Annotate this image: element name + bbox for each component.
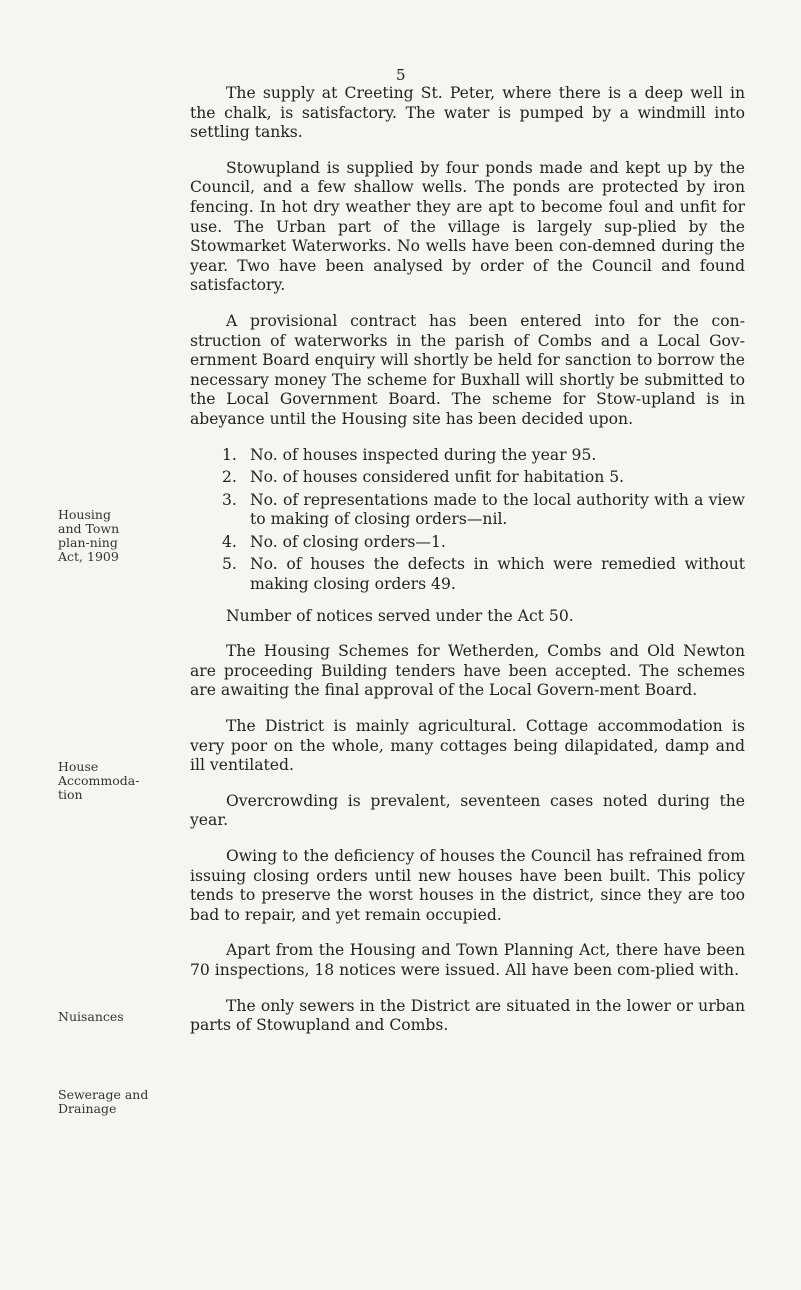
list-item: 5. No. of houses the defects in which were remedied without making closing orders 49. bbox=[222, 555, 745, 594]
margin-note-nuisances: Nuisances bbox=[58, 1009, 124, 1024]
paragraph-stowupland-supply: Stowupland is supplied by four ponds made and kept up by the Council, and a few shallow wells. The ponds are protected by iron fencing. In hot dry weather they are apt to become foul and unfit for use. The Urban part of the village is largely sup-plied by the Stowmarket Waterworks. No wells have been con-demned during the year. Two have been analysed by order of the Council and found satisfactory. bbox=[190, 158, 745, 295]
paragraph-overcrowding: Overcrowding is prevalent, seventeen cases noted during the year. bbox=[190, 791, 745, 830]
paragraph-waterworks-contract: A provisional contract has been entered into for the con-struction of waterworks in the parish of Combs and a Local Gov-ernment Board enquiry will shortly be held for sanction to borrow the necessary money The scheme for Buxhall will shortly be submitted to the Local Government Board. The scheme for Stow-upland is in abeyance until the Housing site has been decided upon. bbox=[190, 311, 745, 428]
housing-statistics-list bbox=[190, 446, 745, 595]
list-item: 4. No. of closing orders—1. bbox=[222, 532, 446, 551]
margin-note-sewerage: Sewerage and Drainage bbox=[58, 1087, 149, 1116]
paragraph-nuisances: Apart from the Housing and Town Planning Act, there have been 70 inspections, 18 notices were issued. All have been com-plied with. bbox=[190, 941, 745, 979]
paragraph-notices-served: Number of notices served under the Act 50. bbox=[226, 606, 574, 625]
list-item: 2. No. of houses considered unfit for habitation 5. bbox=[222, 468, 625, 487]
margin-note-house-accommodation: House Accommoda-tion bbox=[58, 759, 140, 802]
paragraph-closing-orders-policy: Owing to the deficiency of houses the Council has refrained from issuing closing orders until new houses have been built. This policy tends to preserve the worst houses in the district, since they are too bad to repair, and yet remain occupied. bbox=[190, 847, 745, 924]
page-number: 5 bbox=[396, 66, 406, 84]
paragraph-sewerage: The only sewers in the District are situated in the lower or urban parts of Stowupland and Combs. bbox=[190, 996, 745, 1035]
paragraph-creeting-supply: The supply at Creeting St. Peter, where there is a deep well in the chalk, is satisfactory. The water is pumped by a windmill into settling tanks. bbox=[190, 84, 745, 142]
paragraph-housing-schemes: The Housing Schemes for Wetherden, Combs and Old Newton are proceeding Building tenders have been accepted. The schemes are awaiting the final approval of the Local Govern-ment Board. bbox=[190, 642, 745, 700]
paragraph-district-agricultural: The District is mainly agricultural. Cottage accommodation is very poor on the whole, many cottages being dilapidated, damp and ill ventilated. bbox=[190, 717, 745, 775]
margin-note-housing: Housing and Town plan-ning Act, 1909 bbox=[58, 507, 120, 564]
list-item: 3. No. of representations made to the local authority with a view to making of closing orders—nil. bbox=[222, 490, 745, 529]
main-text bbox=[190, 84, 745, 1052]
list-item: 1. No. of houses inspected during the year 95. bbox=[222, 445, 597, 464]
